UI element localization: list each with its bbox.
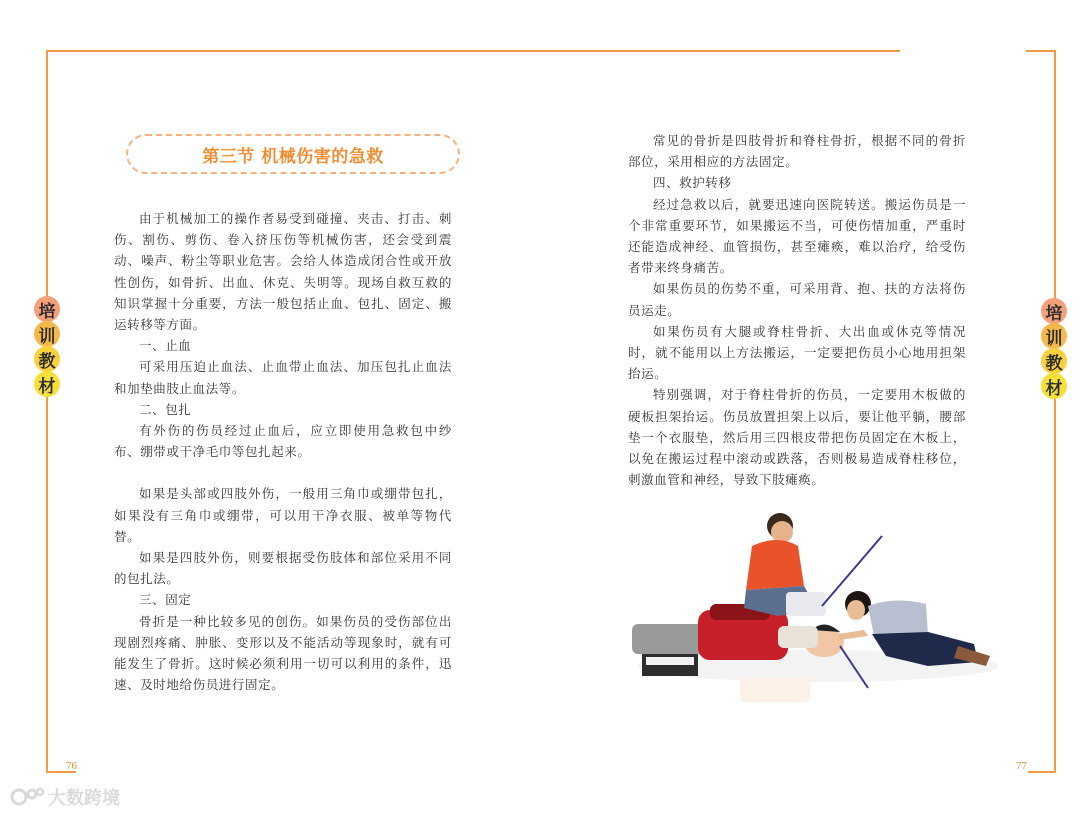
watermark-text: 大数跨境: [48, 788, 120, 809]
side-tab-char: 训: [34, 321, 60, 347]
section-heading: 一、止血: [139, 338, 192, 354]
side-tab-char: 材: [34, 371, 60, 397]
side-tab-char: 教: [1041, 348, 1067, 374]
left-frame-side: [46, 50, 48, 772]
side-tab-char: 材: [1041, 373, 1067, 399]
right-page-number: 77: [1016, 760, 1027, 772]
left-text-column: [114, 208, 452, 695]
side-tab-char: 训: [1041, 323, 1067, 349]
section-title: 第三节 机械伤害的急救: [202, 146, 384, 167]
side-tab-char: 培: [34, 296, 60, 322]
paragraph: 有外伤的伤员经过止血后，应立即使用急救包中纱布、绷带或干净毛巾等包扎起来。: [114, 423, 452, 460]
side-tab-char: 培: [1041, 298, 1067, 324]
section-heading: 三、固定: [139, 592, 192, 608]
section-heading: 四、救护转移: [653, 175, 732, 191]
side-tab-char: 教: [34, 346, 60, 372]
paragraph: 特别强调，对于脊柱骨折的伤员，一定要用木板做的硬板担架抬运。伤员放置担架上以后，要让他平躺，腰部垫一个衣服垫，然后用三四根皮带把伤员固定在木板上，以免在搬运过程中滚动或跌落，否则极易造成脊柱移位，刺激血管和神经，导致下肢瘫痪。: [628, 387, 966, 488]
right-frame-side: [1054, 50, 1056, 772]
paragraph: 可采用压迫止血法、止血带止血法、加压包扎止血法和加垫曲肢止血法等。: [114, 359, 452, 396]
paragraph: 如果伤员的伤势不重，可采用背、抱、扶的方法将伤员运走。: [628, 281, 966, 318]
right-frame-bottom: [1028, 771, 1056, 773]
paragraph: 经过急救以后，就要迅速向医院转送。搬运伤员是一个非常重要环节，如果搬运不当，可使伤情加重，严重时还能造成神经、血管损伤，甚至瘫痪，难以治疗，给受伤者带来终身痛苦。: [628, 196, 966, 276]
left-frame-top: [46, 50, 900, 52]
right-frame-top: [1026, 50, 1056, 52]
paragraph: 骨折是一种比较多见的创伤。如果伤员的受伤部位出现剧烈疼痛、肿胀、变形以及不能活动等现象时，就有可能发生了骨折。这时候必须利用一切可以利用的条件，迅速、及时地给伤员进行固定。: [114, 613, 452, 693]
left-page-number: 76: [66, 760, 77, 772]
paragraph: 常见的骨折是四肢骨折和脊柱骨折，根据不同的骨折部位，采用相应的方法固定。: [628, 133, 966, 170]
first-aid-illustration: [628, 506, 1000, 716]
watermark-logo-icon: [10, 786, 44, 808]
paragraph: 如果伤员有大腿或脊柱骨折、大出血或休克等情况时，就不能用以上方法搬运，一定要把伤员小心地用担架抬运。: [628, 323, 966, 382]
watermark: [10, 784, 120, 810]
section-title-box: [126, 134, 460, 174]
paragraph: 如果是四肢外伤，则要根据受伤肢体和部位采用不同的包扎法。: [114, 550, 452, 587]
section-heading: 二、包扎: [139, 401, 192, 417]
side-tab-right: [1041, 298, 1067, 398]
right-text-column: [628, 130, 966, 490]
side-tab-left: [34, 296, 60, 396]
paragraph: 由于机械加工的操作者易受到碰撞、夹击、打击、刺伤、割伤、剪伤、卷入挤压伤等机械伤害，还会受到震动、噪声、粉尘等职业危害。会给人体造成闭合性或开放性创伤，如骨折、出血、休克、失明等。现场自救互救的知识掌握十分重要，方法一般包括止血、包扎、固定、搬运转移等方面。: [114, 211, 452, 333]
paragraph: 如果是头部或四肢外伤，一般用三角巾或绷带包扎，如果没有三角巾或绷带，可以用干净衣服、被单等物代替。: [114, 486, 452, 544]
